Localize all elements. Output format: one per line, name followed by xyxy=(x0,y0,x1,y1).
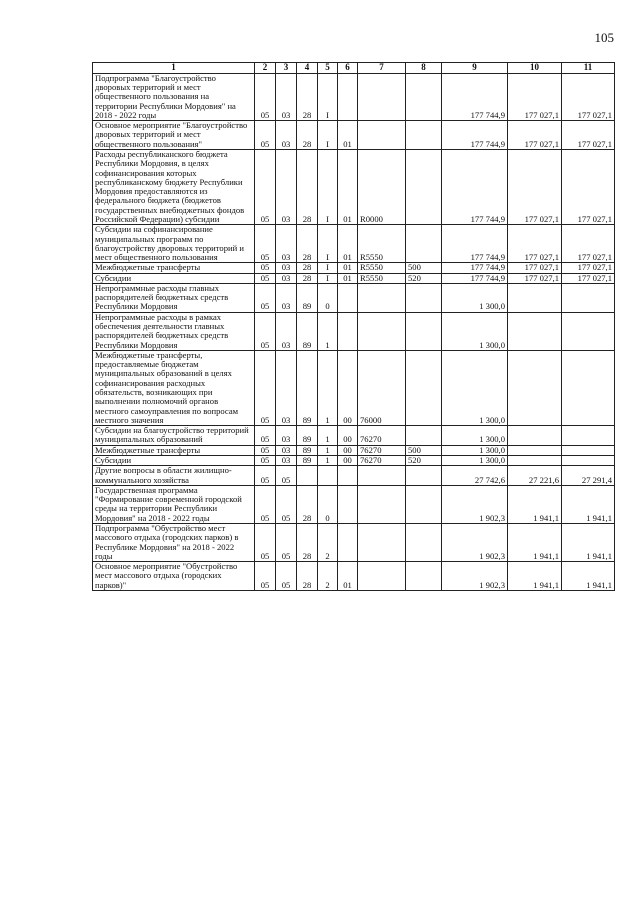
code-cell: 05 xyxy=(255,562,276,591)
code-cell: 05 xyxy=(255,283,276,312)
amount-cell: 1 300,0 xyxy=(442,426,508,446)
code-cell: 05 xyxy=(255,121,276,150)
column-header: 10 xyxy=(508,63,562,74)
code-cell: 05 xyxy=(276,466,297,486)
code-cell: 01 xyxy=(338,121,358,150)
code-cell xyxy=(297,466,318,486)
code-cell: 89 xyxy=(297,445,318,455)
code-cell: 1 xyxy=(318,350,338,425)
amount-cell xyxy=(508,455,562,465)
code-cell xyxy=(406,562,442,591)
amount-cell: 27 742,6 xyxy=(442,466,508,486)
code-cell: 28 xyxy=(297,149,318,224)
amount-cell xyxy=(562,445,615,455)
code-cell: 05 xyxy=(255,225,276,263)
code-cell xyxy=(338,466,358,486)
code-cell: 00 xyxy=(338,350,358,425)
code-cell: 520 xyxy=(406,455,442,465)
column-header: 5 xyxy=(318,63,338,74)
code-cell: R5550 xyxy=(358,273,406,283)
table-row xyxy=(93,225,615,263)
amount-cell xyxy=(562,312,615,350)
amount-cell: 177 027,1 xyxy=(508,263,562,273)
amount-cell: 27 221,6 xyxy=(508,466,562,486)
code-cell xyxy=(406,73,442,120)
amount-cell: 177 027,1 xyxy=(562,121,615,150)
row-name: Другие вопросы в области жилищно-коммунального хозяйства xyxy=(93,466,255,486)
amount-cell: 1 300,0 xyxy=(442,283,508,312)
code-cell: 76270 xyxy=(358,426,406,446)
code-cell: 00 xyxy=(338,426,358,446)
code-cell xyxy=(358,523,406,561)
code-cell: 76000 xyxy=(358,350,406,425)
table-row xyxy=(93,273,615,283)
code-cell: 03 xyxy=(276,426,297,446)
code-cell: 05 xyxy=(255,73,276,120)
code-cell: 03 xyxy=(276,455,297,465)
amount-cell: 177 744,9 xyxy=(442,225,508,263)
code-cell: 28 xyxy=(297,562,318,591)
code-cell: 1 xyxy=(318,445,338,455)
page-number: 105 xyxy=(594,30,614,45)
code-cell: I xyxy=(318,73,338,120)
table-row xyxy=(93,149,615,224)
code-cell: 520 xyxy=(406,273,442,283)
amount-cell: 177 027,1 xyxy=(508,121,562,150)
amount-cell: 177 027,1 xyxy=(562,73,615,120)
code-cell: 05 xyxy=(255,523,276,561)
amount-cell: 1 300,0 xyxy=(442,312,508,350)
code-cell: 05 xyxy=(255,273,276,283)
code-cell: 03 xyxy=(276,225,297,263)
code-cell xyxy=(406,283,442,312)
row-name: Подпрограмма "Обустройство мест массового отдыха (городских парков) в Республике Мордовия" на 2018 - 2022 годы xyxy=(93,523,255,561)
code-cell: 03 xyxy=(276,350,297,425)
amount-cell: 1 941,1 xyxy=(508,485,562,523)
code-cell: 05 xyxy=(255,426,276,446)
code-cell: 89 xyxy=(297,426,318,446)
code-cell xyxy=(358,562,406,591)
code-cell xyxy=(338,523,358,561)
column-header: 6 xyxy=(338,63,358,74)
code-cell xyxy=(358,283,406,312)
code-cell: 05 xyxy=(276,523,297,561)
code-cell: I xyxy=(318,149,338,224)
column-header: 11 xyxy=(562,63,615,74)
code-cell: 500 xyxy=(406,445,442,455)
row-name: Непрограммные расходы в рамках обеспечения деятельности главных распорядителей бюджетных средств Республики Мордовия xyxy=(93,312,255,350)
table-row xyxy=(93,426,615,446)
amount-cell: 177 027,1 xyxy=(562,263,615,273)
row-name: Межбюджетные трансферты xyxy=(93,263,255,273)
column-header: 9 xyxy=(442,63,508,74)
amount-cell: 177 744,9 xyxy=(442,273,508,283)
table-row xyxy=(93,562,615,591)
amount-cell: 177 027,1 xyxy=(508,149,562,224)
code-cell: 00 xyxy=(338,455,358,465)
column-header: 4 xyxy=(297,63,318,74)
code-cell xyxy=(406,523,442,561)
table-row xyxy=(93,121,615,150)
amount-cell: 1 902,3 xyxy=(442,562,508,591)
amount-cell: 1 300,0 xyxy=(442,445,508,455)
code-cell: 03 xyxy=(276,149,297,224)
code-cell: 76270 xyxy=(358,445,406,455)
code-cell: 0 xyxy=(318,283,338,312)
code-cell xyxy=(338,73,358,120)
table-row xyxy=(93,283,615,312)
row-name: Основное мероприятие "Обустройство мест массового отдыха (городских парков)" xyxy=(93,562,255,591)
code-cell: 03 xyxy=(276,263,297,273)
code-cell xyxy=(338,283,358,312)
row-name: Непрограммные расходы главных распорядителей бюджетных средств Республики Мордовия xyxy=(93,283,255,312)
code-cell: 0 xyxy=(318,485,338,523)
amount-cell: 177 744,9 xyxy=(442,149,508,224)
amount-cell: 177 027,1 xyxy=(562,225,615,263)
code-cell: 1 xyxy=(318,426,338,446)
amount-cell: 27 291,4 xyxy=(562,466,615,486)
code-cell: I xyxy=(318,273,338,283)
row-name: Межбюджетные трансферты, предоставляемые бюджетам муниципальных образований в целях софинансирования расходных обязательств, возникающих при выполнении полномочий органов местного самоуправления по вопросам местного значения xyxy=(93,350,255,425)
code-cell: 1 xyxy=(318,312,338,350)
amount-cell xyxy=(508,426,562,446)
header-row xyxy=(93,63,615,74)
amount-cell: 1 902,3 xyxy=(442,485,508,523)
row-name: Подпрограмма "Благоустройство дворовых территорий и мест общественного пользования на территории Республики Мордовия" на 2018 - 2022 годы xyxy=(93,73,255,120)
code-cell: 05 xyxy=(255,149,276,224)
code-cell xyxy=(406,426,442,446)
code-cell: 05 xyxy=(276,562,297,591)
table-row xyxy=(93,466,615,486)
code-cell: 28 xyxy=(297,485,318,523)
code-cell: 28 xyxy=(297,263,318,273)
code-cell: 05 xyxy=(255,466,276,486)
amount-cell: 177 744,9 xyxy=(442,263,508,273)
amount-cell: 1 941,1 xyxy=(508,523,562,561)
table-row xyxy=(93,485,615,523)
table-row xyxy=(93,350,615,425)
amount-cell: 177 744,9 xyxy=(442,73,508,120)
code-cell: 05 xyxy=(255,312,276,350)
row-name: Расходы республиканского бюджета Республики Мордовия, в целях софинансирования которых республиканскому бюджету Республики Мордовия предоставляются из федерального бюджета (бюджетов государственных внебюджетных фондов Российской Федерации) субсидии xyxy=(93,149,255,224)
code-cell: I xyxy=(318,121,338,150)
code-cell: 28 xyxy=(297,121,318,150)
code-cell: 01 xyxy=(338,273,358,283)
code-cell: 00 xyxy=(338,445,358,455)
column-header: 1 xyxy=(93,63,255,74)
code-cell: R0000 xyxy=(358,149,406,224)
code-cell: 89 xyxy=(297,283,318,312)
code-cell xyxy=(358,73,406,120)
code-cell: 28 xyxy=(297,523,318,561)
code-cell: 03 xyxy=(276,73,297,120)
code-cell: R5550 xyxy=(358,225,406,263)
code-cell: 05 xyxy=(255,455,276,465)
code-cell xyxy=(358,312,406,350)
code-cell: 05 xyxy=(255,445,276,455)
amount-cell xyxy=(562,426,615,446)
amount-cell xyxy=(562,455,615,465)
amount-cell: 1 941,1 xyxy=(562,485,615,523)
code-cell xyxy=(406,149,442,224)
row-name: Субсидии xyxy=(93,455,255,465)
code-cell: 01 xyxy=(338,225,358,263)
row-name: Межбюджетные трансферты xyxy=(93,445,255,455)
code-cell: 03 xyxy=(276,121,297,150)
table-row xyxy=(93,523,615,561)
amount-cell xyxy=(562,350,615,425)
code-cell xyxy=(338,485,358,523)
code-cell: 01 xyxy=(338,562,358,591)
amount-cell: 177 027,1 xyxy=(508,273,562,283)
column-header: 2 xyxy=(255,63,276,74)
code-cell: I xyxy=(318,263,338,273)
row-name: Субсидии на благоустройство территорий муниципальных образований xyxy=(93,426,255,446)
amount-cell: 1 941,1 xyxy=(562,562,615,591)
code-cell: 03 xyxy=(276,273,297,283)
code-cell: 89 xyxy=(297,350,318,425)
code-cell: 05 xyxy=(255,350,276,425)
amount-cell: 1 902,3 xyxy=(442,523,508,561)
amount-cell xyxy=(508,445,562,455)
amount-cell xyxy=(562,283,615,312)
code-cell xyxy=(318,466,338,486)
code-cell: 2 xyxy=(318,523,338,561)
table-row xyxy=(93,263,615,273)
row-name: Основное мероприятие "Благоустройство дворовых территорий и мест общественного пользования" xyxy=(93,121,255,150)
amount-cell xyxy=(508,283,562,312)
code-cell: 01 xyxy=(338,263,358,273)
amount-cell: 1 941,1 xyxy=(508,562,562,591)
amount-cell: 177 744,9 xyxy=(442,121,508,150)
code-cell: 28 xyxy=(297,225,318,263)
table-row xyxy=(93,445,615,455)
code-cell: 03 xyxy=(276,312,297,350)
code-cell: I xyxy=(318,225,338,263)
code-cell: 05 xyxy=(255,485,276,523)
column-header: 3 xyxy=(276,63,297,74)
table-row xyxy=(93,455,615,465)
amount-cell: 1 300,0 xyxy=(442,455,508,465)
code-cell xyxy=(406,466,442,486)
amount-cell: 177 027,1 xyxy=(508,225,562,263)
amount-cell: 177 027,1 xyxy=(508,73,562,120)
code-cell: 89 xyxy=(297,455,318,465)
code-cell: 76270 xyxy=(358,455,406,465)
code-cell xyxy=(358,485,406,523)
code-cell: 03 xyxy=(276,445,297,455)
code-cell xyxy=(358,466,406,486)
code-cell: 05 xyxy=(255,263,276,273)
code-cell xyxy=(358,121,406,150)
row-name: Государственная программа "Формирование современной городской среды на территории Республики Мордовия" на 2018 - 2022 годы xyxy=(93,485,255,523)
code-cell: 03 xyxy=(276,283,297,312)
table-row xyxy=(93,312,615,350)
code-cell xyxy=(406,312,442,350)
code-cell: 28 xyxy=(297,273,318,283)
amount-cell: 1 941,1 xyxy=(562,523,615,561)
code-cell: 500 xyxy=(406,263,442,273)
column-header: 7 xyxy=(358,63,406,74)
amount-cell xyxy=(508,312,562,350)
code-cell: 05 xyxy=(276,485,297,523)
amount-cell: 177 027,1 xyxy=(562,149,615,224)
code-cell xyxy=(338,312,358,350)
budget-table xyxy=(92,62,615,591)
amount-cell xyxy=(508,350,562,425)
code-cell: 2 xyxy=(318,562,338,591)
code-cell xyxy=(406,485,442,523)
code-cell xyxy=(406,121,442,150)
code-cell: 1 xyxy=(318,455,338,465)
table-row xyxy=(93,73,615,120)
code-cell: 28 xyxy=(297,73,318,120)
code-cell: R5550 xyxy=(358,263,406,273)
code-cell: 89 xyxy=(297,312,318,350)
amount-cell: 1 300,0 xyxy=(442,350,508,425)
row-name: Субсидии xyxy=(93,273,255,283)
amount-cell: 177 027,1 xyxy=(562,273,615,283)
code-cell xyxy=(406,350,442,425)
code-cell xyxy=(406,225,442,263)
row-name: Субсидии на софинансирование муниципальных программ по благоустройству дворовых территорий и мест общественного пользования xyxy=(93,225,255,263)
column-header: 8 xyxy=(406,63,442,74)
code-cell: 01 xyxy=(338,149,358,224)
